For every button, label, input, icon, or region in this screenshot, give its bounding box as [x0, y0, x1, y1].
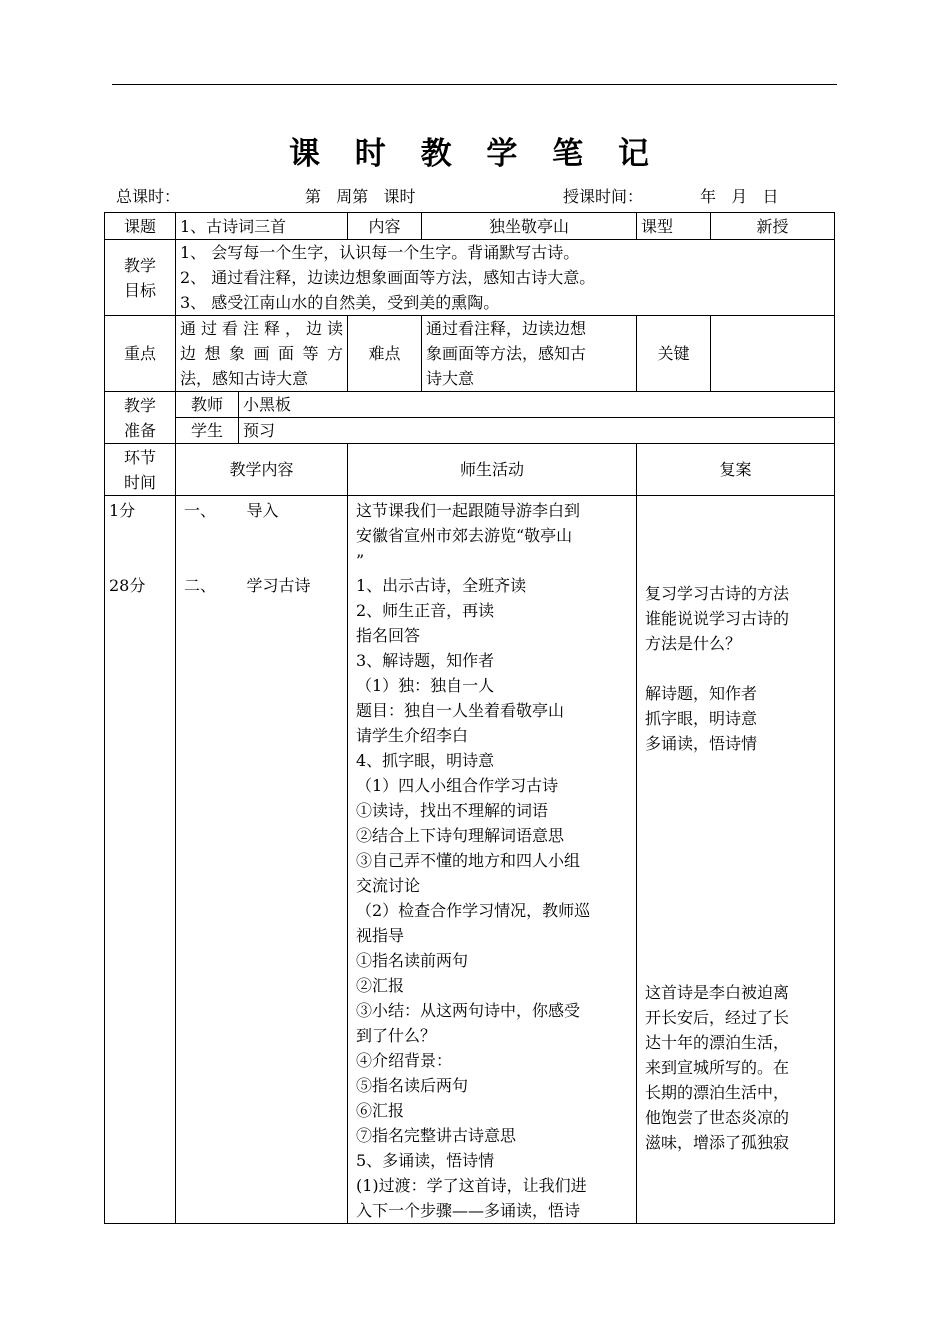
key-label: 关键	[637, 316, 711, 392]
goals-row	[105, 240, 835, 316]
prep-teacher-value: 小黑板	[239, 392, 835, 418]
activity-line: ①读诗，找出不理解的词语	[356, 801, 549, 820]
date-label: 年 月 日	[700, 187, 779, 206]
header-rule	[112, 84, 837, 85]
review-line: 方法是什么？	[645, 634, 742, 653]
content-cell	[176, 496, 348, 1224]
activity-line: ①指名读前两句	[356, 951, 469, 970]
activity-line: ②汇报	[356, 976, 405, 995]
activity-line: (1)过渡：学了这首诗，让我们进	[356, 1176, 587, 1195]
section-study: 二、 学习古诗	[184, 576, 311, 595]
stage-time-header: 环节 时间	[105, 444, 176, 496]
activity-line: ⑦指名完整讲古诗意思	[356, 1126, 517, 1145]
activity-line: 3、解诗题，知作者	[356, 651, 495, 670]
activity-line: 交流讨论	[356, 876, 421, 895]
activity-line: 这节课我们一起跟随导游李白到	[356, 501, 581, 520]
lesson-plan-table	[104, 212, 835, 1224]
activity-line: ”	[356, 551, 365, 570]
review-line: 开长安后，经过了长	[645, 1008, 790, 1027]
activity-line: ③小结：从这两句诗中，你感受	[356, 1001, 581, 1020]
prep-label: 教学 准备	[105, 392, 176, 444]
review-line: 复习学习古诗的方法	[645, 584, 790, 603]
time-1: 1分	[109, 501, 136, 520]
activity-line: ⑤指名读后两句	[356, 1076, 469, 1095]
prep-student-row	[105, 418, 835, 444]
key-points-row	[105, 316, 835, 392]
section-intro: 一、 导入	[184, 501, 279, 520]
activity-line: 1、出示古诗，全班齐读	[356, 576, 527, 595]
review-line: 这首诗是李白被迫离	[645, 983, 790, 1002]
activity-line: 5、多诵读，悟诗情	[356, 1151, 495, 1170]
focus-text: 通过看注释，边读 边想象画面等方 法，感知古诗大意	[176, 316, 348, 392]
activity-line: 指名回答	[356, 626, 421, 645]
topic-value: 1、古诗词三首	[176, 213, 348, 240]
activity-line: 入下一个步骤——多诵读，悟诗	[356, 1201, 581, 1220]
activity-line: 2、师生正音，再读	[356, 601, 495, 620]
content-header: 教学内容	[176, 444, 348, 496]
activity-line: 到了什么？	[356, 1026, 437, 1045]
prep-teacher-label: 教师	[176, 392, 239, 418]
total-lessons-label: 总课时：	[116, 187, 181, 206]
body-row	[105, 496, 835, 1224]
activity-line: （1）四人小组合作学习古诗	[356, 776, 559, 795]
time-2: 28分	[109, 576, 146, 595]
review-header: 复案	[637, 444, 835, 496]
review-line: 抓字眼，明诗意	[645, 709, 758, 728]
review-line: 解诗题，知作者	[645, 684, 758, 703]
goal-item: 3、 感受江南山水的自然美，受到美的熏陶。	[180, 293, 500, 312]
activity-cell	[348, 496, 637, 1224]
prep-student-value: 预习	[239, 418, 835, 444]
topic-row	[105, 213, 835, 240]
page-title: 课 时 教 学 笔 记	[289, 136, 661, 172]
review-cell	[637, 496, 835, 1224]
content-label: 内容	[348, 213, 422, 240]
goals-label: 教学 目标	[105, 240, 176, 316]
review-line: 他饱尝了世态炎凉的	[645, 1108, 790, 1127]
activity-line: ②结合上下诗句理解词语意思	[356, 826, 565, 845]
goals-list	[176, 240, 835, 316]
key-value	[711, 316, 835, 392]
activity-line: 4、抓字眼，明诗意	[356, 751, 495, 770]
review-line: 滋味，增添了孤独寂	[645, 1133, 790, 1152]
activity-line: 视指导	[356, 926, 405, 945]
activity-line: 请学生介绍李白	[356, 726, 469, 745]
activity-line: 题目：独自一人坐着看敬亭山	[356, 701, 565, 720]
activity-line: ④介绍背景：	[356, 1051, 453, 1070]
week-lesson-label: 第 周第 课时	[305, 187, 416, 206]
teach-time-label: 授课时间：	[563, 187, 644, 206]
difficulty-label: 难点	[348, 316, 422, 392]
content-value: 独坐敬亭山	[422, 213, 637, 240]
review-line: 来到宣城所写的。在	[645, 1058, 790, 1077]
difficulty-text: 通过看注释，边读边想 象画面等方法，感知古 诗大意	[422, 316, 637, 392]
column-header-row	[105, 444, 835, 496]
type-value: 新授	[711, 213, 835, 240]
goal-item: 2、 通过看注释，边读边想象画面等方法，感知古诗大意。	[180, 268, 596, 287]
activity-study-lines	[356, 573, 632, 1223]
focus-label: 重点	[105, 316, 176, 392]
review-line: 长期的漂泊生活中，	[645, 1083, 790, 1102]
review-line: 谁能说说学习古诗的	[645, 609, 790, 628]
stage-time-cell	[105, 496, 176, 1224]
activity-line: （1）独：独自一人	[356, 676, 495, 695]
type-label: 课型	[637, 213, 711, 240]
activity-line: ⑥汇报	[356, 1101, 405, 1120]
activity-header: 师生活动	[348, 444, 637, 496]
prep-teacher-row	[105, 392, 835, 418]
activity-line: （2）检查合作学习情况，教师巡	[356, 901, 591, 920]
topic-label: 课题	[105, 213, 176, 240]
activity-line: 安徽省宣州市郊去游览“敬亭山	[356, 526, 573, 545]
prep-student-label: 学生	[176, 418, 239, 444]
goal-item: 1、 会写每一个生字，认识每一个生字。背诵默写古诗。	[180, 243, 580, 262]
activity-line: ③自己弄不懂的地方和四人小组	[356, 851, 581, 870]
review-line: 多诵读，悟诗情	[645, 734, 758, 753]
review-line: 达十年的漂泊生活，	[645, 1033, 790, 1052]
